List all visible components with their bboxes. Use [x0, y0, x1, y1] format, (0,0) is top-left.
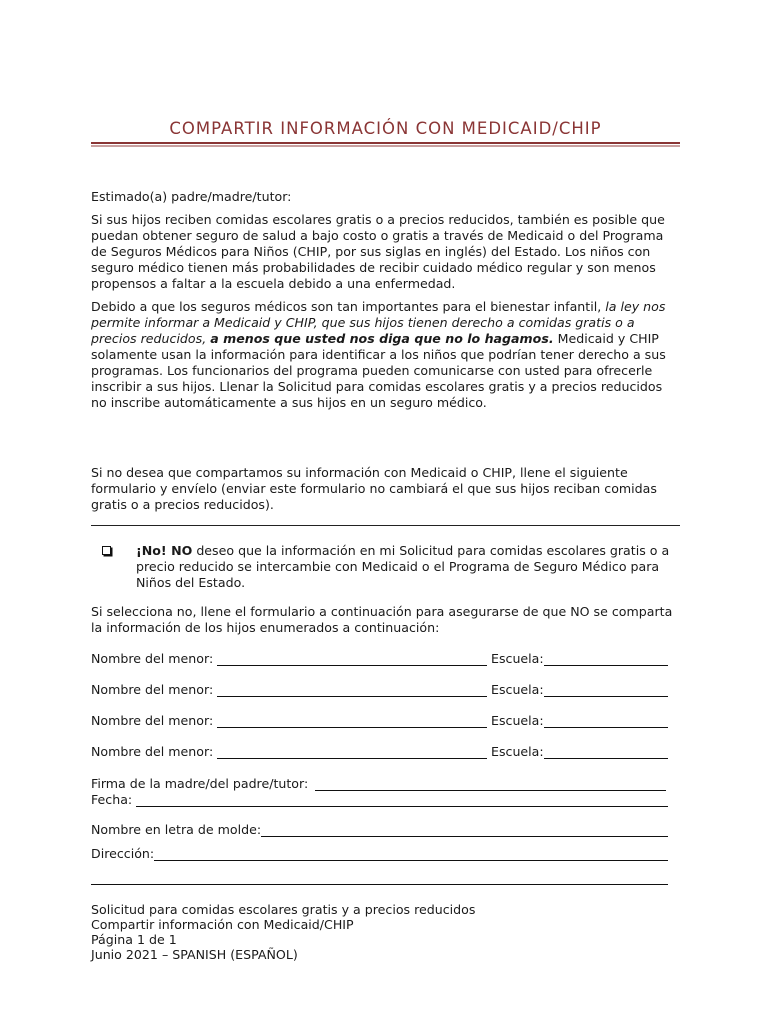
signature-label: Firma de la madre/del padre/tutor:: [91, 776, 309, 791]
date-row: [91, 792, 671, 810]
school-field[interactable]: [544, 758, 668, 759]
section-divider: [91, 525, 680, 526]
date-label: Fecha:: [91, 792, 133, 807]
address-label: Dirección:: [91, 846, 155, 861]
child-name-label: Nombre del menor:: [91, 744, 214, 759]
school-label: Escuela:: [491, 651, 544, 666]
document-page: [91, 0, 680, 1024]
address-field[interactable]: [154, 860, 668, 861]
child-row-3: [91, 713, 671, 731]
title-divider: [91, 142, 680, 147]
child-row-2: [91, 682, 671, 700]
child-name-field[interactable]: [217, 696, 487, 697]
print-name-row: [91, 822, 671, 840]
footer-page-number: Página 1 de 1: [91, 932, 177, 947]
child-name-label: Nombre del menor:: [91, 713, 214, 728]
paragraph-law-end: Medicaid y CHIP solamente usan la información para identificar a los niños que podrían tener derecho a sus programas. Los funcionarios del programa pueden comunicarse con usted para ofrecerle inscribir a sus hijos. Llenar la Solicitud para comidas escolares gratis y a precios reducidos no inscribe automáticamente a sus hijos en un seguro médico.: [91, 331, 666, 410]
print-name-label: Nombre en letra de molde:: [91, 822, 262, 837]
school-field[interactable]: [544, 727, 668, 728]
child-row-4: [91, 744, 671, 762]
child-name-field[interactable]: [217, 758, 487, 759]
paragraph-law-start: Debido a que los seguros médicos son tan importantes para el bienestar infantil,: [91, 299, 606, 314]
page-footer: [91, 902, 475, 962]
address-row-2: [91, 870, 671, 888]
optout-rest: deseo que la información en mi Solicitud para comidas escolares gratis o a precio reducido se intercambie con Medicaid o el Programa de Seguro Médico para Niños del Estado.: [136, 543, 670, 590]
optout-checkbox[interactable]: [102, 546, 111, 555]
child-name-field[interactable]: [217, 727, 487, 728]
print-name-field[interactable]: [261, 836, 668, 837]
date-field[interactable]: [136, 806, 668, 807]
child-name-label: Nombre del menor:: [91, 682, 214, 697]
paragraph-law: [91, 299, 680, 411]
optout-bold: ¡No! NO: [136, 543, 193, 558]
school-field[interactable]: [544, 696, 668, 697]
school-label: Escuela:: [491, 744, 544, 759]
optout-statement: [136, 543, 676, 591]
footer-form-name: Solicitud para comidas escolares gratis y a precios reducidos: [91, 902, 476, 917]
paragraph-law-italic: la ley nos permite informar a Medicaid y CHIP, que sus hijos tienen derecho a comidas gratis o a precios reducidos,: [91, 299, 666, 346]
footer-date-language: Junio 2021 – SPANISH (ESPAÑOL): [91, 947, 298, 962]
page-title: COMPARTIR INFORMACIÓN CON MEDICAID/CHIP: [169, 119, 602, 138]
child-name-label: Nombre del menor:: [91, 651, 214, 666]
footer-section-name: Compartir información con Medicaid/CHIP: [91, 917, 354, 932]
child-row-1: [91, 651, 671, 669]
child-name-field[interactable]: [217, 665, 487, 666]
paragraph-law-emphasis: a menos que usted nos diga que no lo hagamos.: [210, 331, 554, 346]
address-row: [91, 846, 671, 864]
address-field-line-2[interactable]: [91, 884, 668, 885]
form-instructions: Si selecciona no, llene el formulario a continuación para asegurarse de que NO se comparta la información de los hijos enumerados a continuación:: [91, 604, 673, 635]
paragraph-intro: Si sus hijos reciben comidas escolares gratis o a precios reducidos, también es posible que puedan obtener seguro de salud a bajo costo o gratis a través de Medicaid o del Programa de Seguros Médicos para Niños (CHIP, por sus siglas en inglés) del Estado. Los niños con seguro médico tienen más probabilidades de recibir cuidado médico regular y son menos propensos a faltar a la escuela debido a una enfermedad.: [91, 212, 665, 291]
salutation: Estimado(a) padre/madre/tutor:: [91, 189, 292, 204]
school-label: Escuela:: [491, 682, 544, 697]
paragraph-optout-instructions: Si no desea que compartamos su información con Medicaid o CHIP, llene el siguiente formulario y envíelo (enviar este formulario no cambiará el que sus hijos reciban comidas gratis o a precios reducidos).: [91, 465, 657, 512]
school-field[interactable]: [544, 665, 668, 666]
signature-field[interactable]: [315, 790, 666, 791]
school-label: Escuela:: [491, 713, 544, 728]
